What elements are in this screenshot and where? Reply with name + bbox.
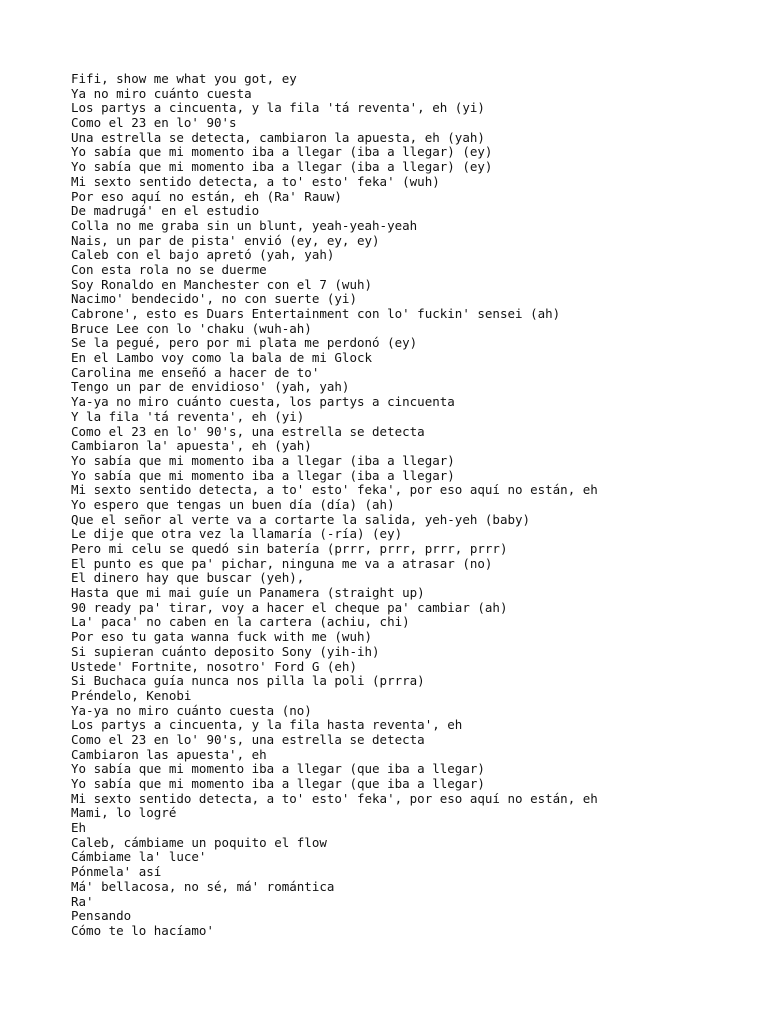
lyric-line: Caleb con el bajo apretó (yah, yah) — [71, 247, 335, 263]
lyric-line: Fifi, show me what you got, ey — [71, 71, 297, 86]
lyric-line: De madrugá' en el estudio — [71, 203, 260, 219]
lyric-line: Ya no miro cuánto cuesta — [71, 85, 252, 101]
lyric-line: Le dije que otra vez la llamaría (-ría) (ey) — [71, 526, 403, 542]
lyric-line: Carolina me enseñó a hacer de to' — [71, 364, 320, 380]
lyric-line: El punto es que pa' pichar, ninguna me va a atrasar (no) — [71, 555, 493, 571]
lyric-line: 90 ready pa' tirar, voy a hacer el cheque pa' cambiar (ah) — [71, 599, 508, 615]
lyric-line: Nais, un par de pista' envió (ey, ey, ey) — [71, 232, 380, 248]
lyric-line: El dinero hay que buscar (yeh), — [71, 570, 305, 586]
lyric-line: Mami, lo logré — [71, 805, 177, 821]
lyric-line: Los partys a cincuenta, y la fila hasta reventa', eh — [71, 717, 463, 733]
lyric-line: Ra' — [71, 893, 94, 909]
lyric-line: Una estrella se detecta, cambiaron la apuesta, eh (yah) — [71, 129, 485, 145]
lyric-line: Por eso aquí no están, eh (Ra' Rauw) — [71, 188, 342, 204]
lyric-line: Pónmela' así — [71, 864, 162, 880]
lyric-line: Que el señor al verte va a cortarte la salida, yeh-yeh (baby) — [71, 511, 531, 527]
lyric-line: Como el 23 en lo' 90's, una estrella se detecta — [71, 731, 425, 747]
lyrics-text-block — [71, 72, 598, 939]
lyric-line: Como el 23 en lo' 90's, una estrella se detecta — [71, 423, 425, 439]
lyric-line: Nacimo' bendecido', no con suerte (yi) — [71, 291, 357, 307]
lyric-line: Ya-ya no miro cuánto cuesta, los partys a cincuenta — [71, 394, 455, 410]
lyric-line: Yo sabía que mi momento iba a llegar (iba a llegar) (ey) — [71, 144, 493, 160]
lyric-line: Préndelo, Kenobi — [71, 687, 192, 703]
lyric-line: Cómo te lo hacíamo' — [71, 922, 214, 938]
lyric-line: La' paca' no caben en la cartera (achiu, chi) — [71, 614, 410, 630]
lyric-line: En el Lambo voy como la bala de mi Glock — [71, 350, 373, 366]
lyric-line: Mi sexto sentido detecta, a to' esto' feka' (wuh) — [71, 173, 440, 189]
lyric-line: Yo sabía que mi momento iba a llegar (que iba a llegar) — [71, 776, 485, 791]
lyric-line: Yo sabía que mi momento iba a llegar (que iba a llegar) — [71, 761, 485, 777]
lyric-line: Yo sabía que mi momento iba a llegar (iba a llegar) — [71, 452, 455, 468]
lyric-line: Colla no me graba sin un blunt, yeah-yeah-yeah — [71, 217, 418, 233]
lyric-line: Caleb, cámbiame un poquito el flow — [71, 834, 327, 850]
lyric-line: Ya-ya no miro cuánto cuesta (no) — [71, 702, 312, 718]
lyric-line: Yo sabía que mi momento iba a llegar (iba a llegar) — [71, 467, 455, 483]
lyric-line: Má' bellacosa, no sé, má' romántica — [71, 878, 335, 894]
lyric-line: Mi sexto sentido detecta, a to' esto' feka', por eso aquí no están, eh — [71, 790, 598, 806]
lyric-line: Hasta que mi mai guíe un Panamera (straight up) — [71, 585, 425, 601]
lyric-line: Cabrone', esto es Duars Entertainment con lo' fuckin' sensei (ah) — [71, 306, 561, 321]
lyric-line: Cámbiame la' luce' — [71, 849, 207, 865]
lyric-line: Soy Ronaldo en Manchester con el 7 (wuh) — [71, 276, 373, 292]
lyric-line: Como el 23 en lo' 90's — [71, 115, 237, 131]
lyric-line: Eh — [71, 820, 87, 836]
lyric-line: Yo sabía que mi momento iba a llegar (iba a llegar) (ey) — [71, 159, 493, 175]
lyric-line: Con esta rola no se duerme — [71, 261, 267, 277]
lyric-line: Si supieran cuánto deposito Sony (yih-ih) — [71, 643, 380, 659]
lyric-line: Cambiaron la' apuesta', eh (yah) — [71, 438, 312, 454]
lyric-line: Si Buchaca guía nunca nos pilla la poli (prrra) — [71, 673, 425, 689]
lyric-line: Pero mi celu se quedó sin batería (prrr, prrr, prrr, prrr) — [71, 541, 508, 556]
lyric-line: Se la pegué, pero por mi plata me perdonó (ey) — [71, 335, 418, 351]
lyric-line: Bruce Lee con lo 'chaku (wuh-ah) — [71, 320, 312, 336]
lyric-line: Y la fila 'tá reventa', eh (yi) — [71, 408, 305, 424]
lyric-line: Tengo un par de envidioso' (yah, yah) — [71, 379, 350, 395]
lyric-line: Por eso tu gata wanna fuck with me (wuh) — [71, 629, 373, 645]
lyric-line: Yo espero que tengas un buen día (día) (ah) — [71, 496, 395, 512]
lyric-line: Mi sexto sentido detecta, a to' esto' feka', por eso aquí no están, eh — [71, 482, 598, 498]
lyric-line: Ustede' Fortnite, nosotro' Ford G (eh) — [71, 658, 357, 674]
lyric-line: Cambiaron las apuesta', eh — [71, 746, 267, 762]
lyric-line: Los partys a cincuenta, y la fila 'tá reventa', eh (yi) — [71, 100, 485, 116]
lyric-line: Pensando — [71, 908, 132, 924]
